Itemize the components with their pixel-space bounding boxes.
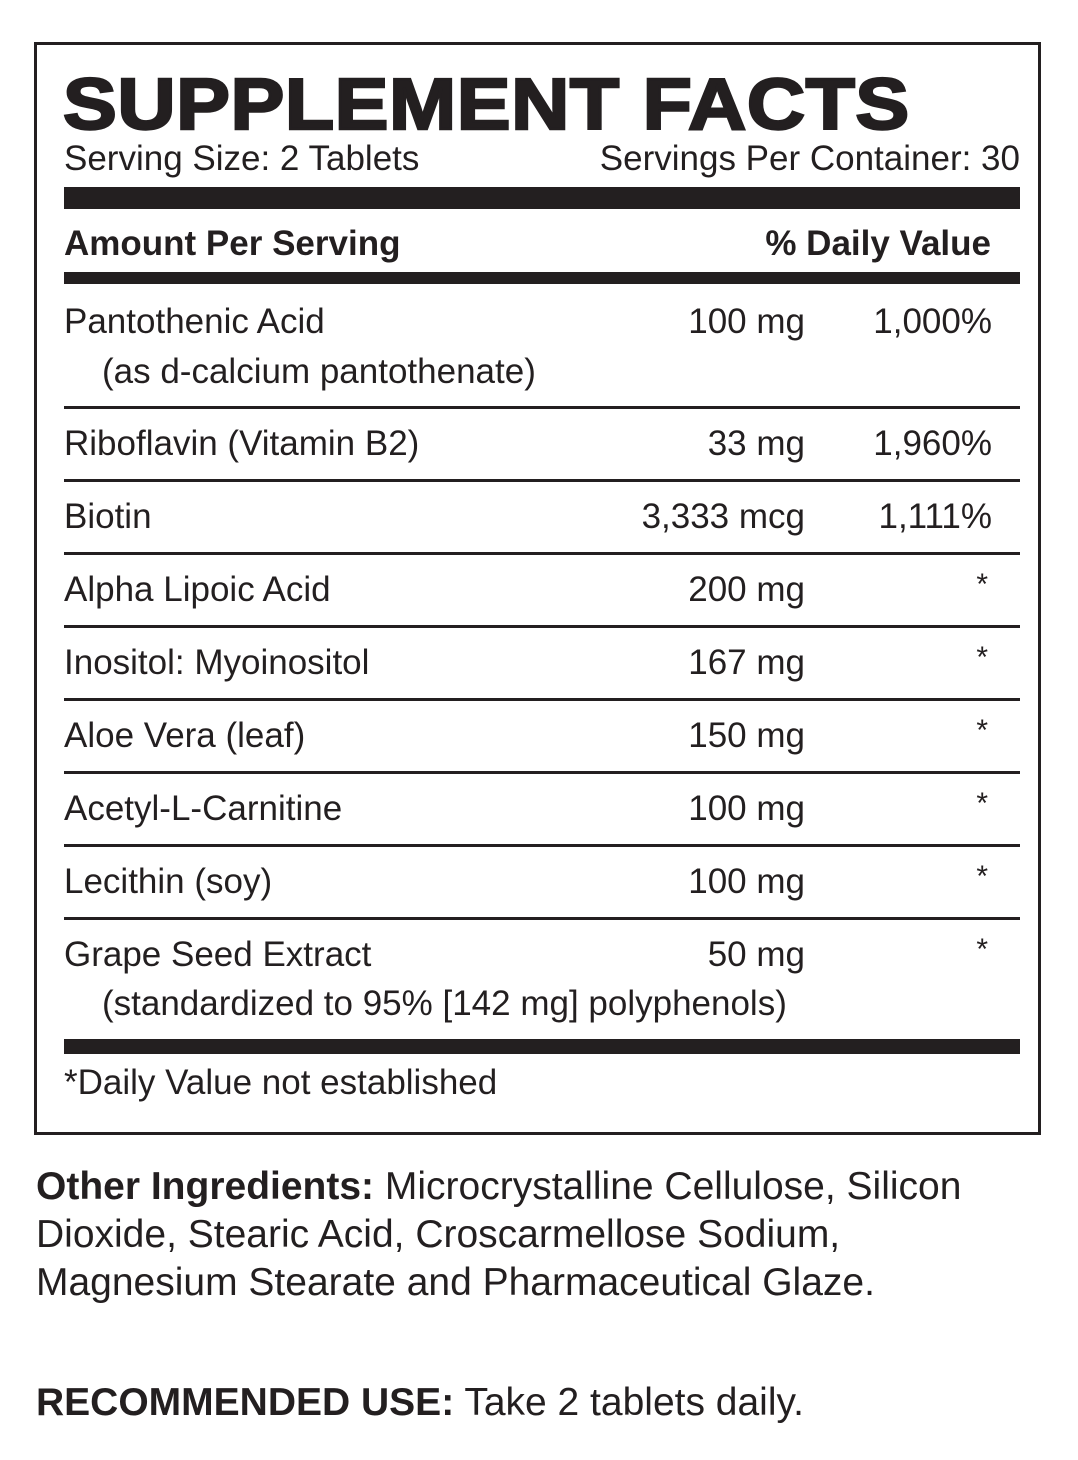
other-ingredients-text: Microcrystalline Cellulose, Silicon Dioxide, Stearic Acid, Croscarmellose Sodium, Magnesium Stearate and Pharmaceutical Glaze. xyxy=(36,1165,962,1304)
ingredient-row xyxy=(64,628,1020,701)
ingredient-detail: (as d-calcium pantothenate) xyxy=(102,352,536,391)
ingredient-name: Grape Seed Extract xyxy=(64,935,372,974)
ingredient-name: Pantothenic Acid xyxy=(64,302,325,341)
ingredient-amount: 100 mg xyxy=(688,789,805,828)
ingredient-daily-value: 1,111% xyxy=(878,497,992,536)
recommended-use xyxy=(36,1379,804,1427)
ingredient-name: Alpha Lipoic Acid xyxy=(64,570,331,609)
ingredient-amount: 100 mg xyxy=(688,302,805,341)
ingredient-daily-value: * xyxy=(976,860,988,893)
ingredient-name: Inositol: Myoinositol xyxy=(64,643,370,682)
ingredient-row xyxy=(64,555,1020,628)
ingredient-daily-value: * xyxy=(976,933,988,966)
other-ingredients-label: Other Ingredients: xyxy=(36,1165,375,1208)
ingredient-daily-value: * xyxy=(976,787,988,820)
serving-info-row xyxy=(64,137,1020,181)
ingredient-amount: 33 mg xyxy=(707,424,805,463)
ingredient-amount: 100 mg xyxy=(688,862,805,901)
ingredient-daily-value: * xyxy=(976,641,988,674)
divider-bottom xyxy=(64,1039,1020,1054)
divider-thick xyxy=(64,187,1020,209)
ingredient-row xyxy=(64,774,1020,847)
ingredient-name: Aloe Vera (leaf) xyxy=(64,716,306,755)
other-ingredients xyxy=(36,1163,1026,1307)
ingredient-daily-value: 1,960% xyxy=(873,424,992,463)
supplement-facts-panel xyxy=(34,42,1041,1135)
ingredient-amount: 150 mg xyxy=(688,716,805,755)
ingredient-row xyxy=(64,284,1020,409)
ingredient-daily-value: * xyxy=(976,714,988,747)
servings-per-container: Servings Per Container: 30 xyxy=(599,139,1020,178)
daily-value-footnote: *Daily Value not established xyxy=(64,1063,498,1102)
recommended-use-text: Take 2 tablets daily. xyxy=(454,1381,804,1424)
ingredient-row xyxy=(64,920,1020,1035)
daily-value-header: % Daily Value xyxy=(765,224,991,263)
ingredient-row xyxy=(64,409,1020,482)
ingredient-name: Acetyl-L-Carnitine xyxy=(64,789,343,828)
recommended-use-label: RECOMMENDED USE: xyxy=(36,1381,455,1424)
ingredient-row xyxy=(64,482,1020,555)
ingredient-amount: 3,333 mcg xyxy=(641,497,805,536)
ingredient-name: Lecithin (soy) xyxy=(64,862,273,901)
ingredient-daily-value: * xyxy=(976,568,988,601)
ingredient-row xyxy=(64,847,1020,920)
panel-title: SUPPLEMENT FACTS xyxy=(63,65,910,145)
ingredient-row xyxy=(64,701,1020,774)
serving-size: Serving Size: 2 Tablets xyxy=(64,139,420,178)
column-header-row xyxy=(64,221,1020,267)
ingredient-amount: 167 mg xyxy=(688,643,805,682)
divider-medium xyxy=(64,272,1020,284)
ingredient-amount: 50 mg xyxy=(707,935,805,974)
ingredient-daily-value: 1,000% xyxy=(873,302,992,341)
ingredient-table xyxy=(64,284,1020,1035)
ingredient-amount: 200 mg xyxy=(688,570,805,609)
ingredient-name: Riboflavin (Vitamin B2) xyxy=(64,424,420,463)
amount-per-serving-header: Amount Per Serving xyxy=(64,224,401,263)
ingredient-detail: (standardized to 95% [142 mg] polyphenols) xyxy=(102,984,787,1023)
ingredient-name: Biotin xyxy=(64,497,152,536)
